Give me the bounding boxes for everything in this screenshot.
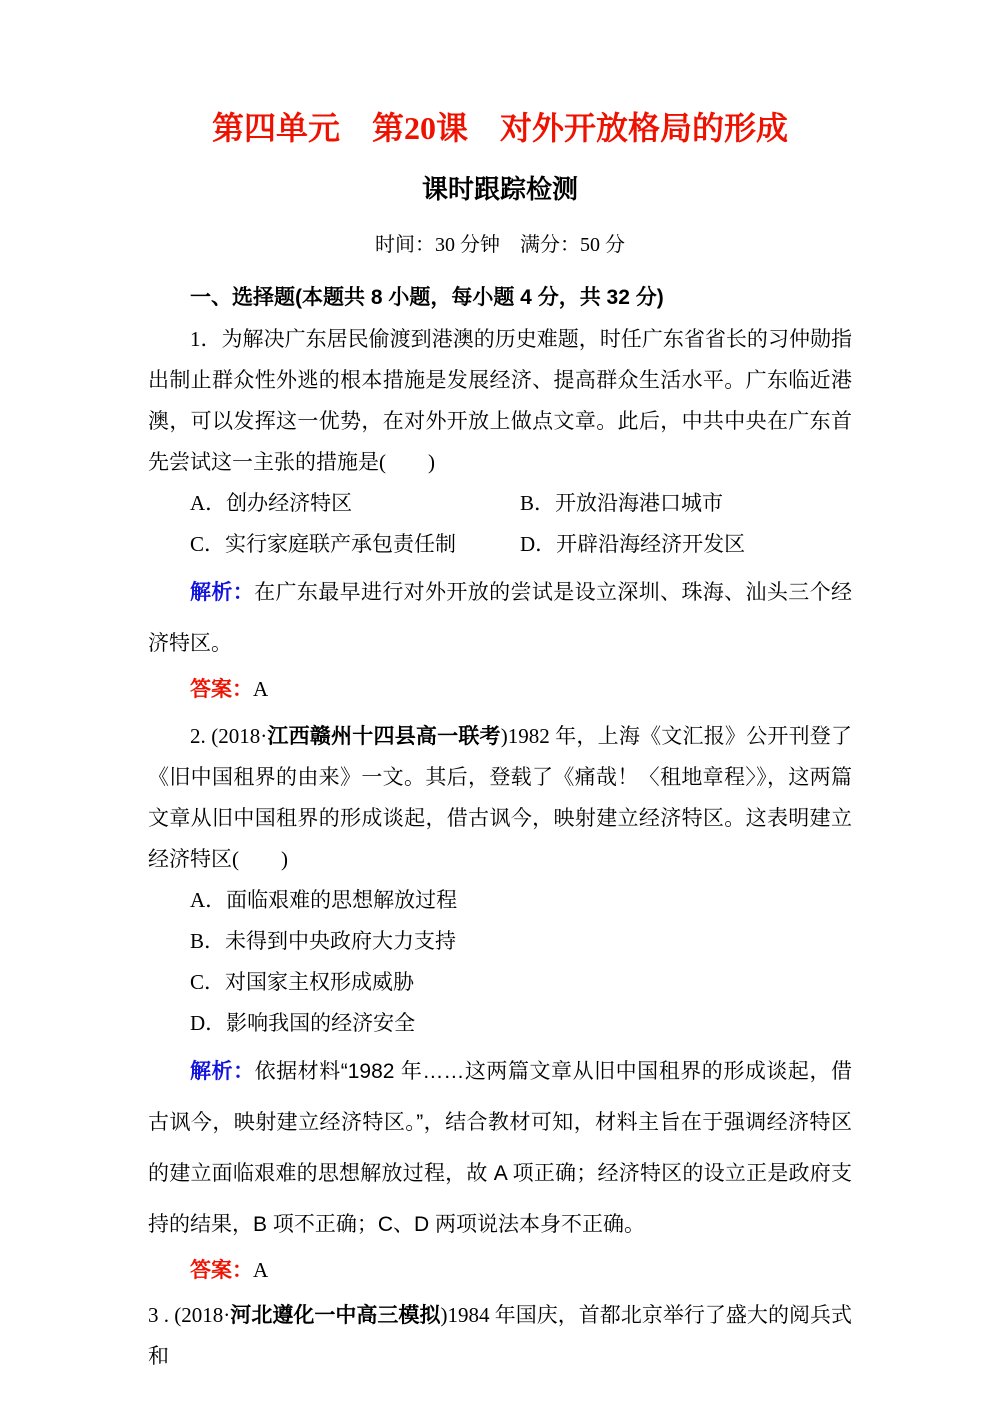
answer-label: 答案： — [190, 1258, 253, 1282]
answer-label: 答案： — [190, 677, 253, 701]
question-3-source: 河北遵化一中高三模拟 — [230, 1303, 441, 1327]
question-3-text-cont: )1984 年国庆，首都北京举行了盛大的阅兵式和 — [148, 1302, 852, 1368]
question-3-stem — [148, 1295, 852, 1377]
question-1-analysis — [148, 567, 852, 669]
page-title: 第四单元 第20课 对外开放格局的形成 — [211, 110, 788, 146]
question-2-option-a: A．面临艰难的思想解放过程 — [190, 887, 458, 912]
question-2-option-b: B．未得到中央政府大力支持 — [190, 928, 457, 953]
question-1-option-d: D．开辟沿海经济开发区 — [520, 531, 746, 556]
question-1-option-a: A．创办经济特区 — [190, 490, 353, 515]
analysis-label: 解析： — [190, 1059, 255, 1083]
question-3-text: 3 . (2018· — [148, 1302, 231, 1327]
exam-info: 时间：30 分钟 满分：50 分 — [375, 233, 625, 256]
analysis-label: 解析： — [190, 580, 255, 604]
question-2-stem — [148, 716, 852, 880]
question-1-option-b: B．开放沿海港口城市 — [520, 490, 724, 515]
section-heading: 一、选择题(本题共 8 小题，每小题 4 分，共 32 分) — [190, 285, 664, 309]
question-1-option-c: C．实行家庭联产承包责任制 — [190, 531, 457, 556]
page-subtitle: 课时跟踪检测 — [421, 173, 578, 204]
question-1-answer-value: A — [253, 676, 269, 701]
question-2-analysis — [148, 1046, 852, 1250]
question-2-option-d: D．影响我国的经济安全 — [190, 1010, 416, 1035]
question-2-options — [148, 880, 852, 1044]
question-1-analysis-text: 在广东最早进行对外开放的尝试是设立深圳、珠海、汕头三个经济特区。 — [148, 580, 853, 655]
question-2-source: 江西赣州十四县高一联考 — [267, 724, 501, 748]
question-2-answer — [148, 1250, 852, 1291]
question-2-option-c: C．对国家主权形成威胁 — [190, 969, 415, 994]
question-1-answer — [148, 669, 852, 710]
question-1-text: 1．为解决广东居民偷渡到港澳的历史难题，时任广东省省长的习仲勋指出制止群众性外逃的根本措施是发展经济、提高群众生活水平。广东临近港澳，可以发挥这一优势，在对外开放上做点文章。此后，中共中央在广东首先尝试这一主张的措施是( ) — [148, 326, 852, 474]
question-1-options — [148, 483, 852, 565]
question-2-text: 2. (2018· — [190, 723, 268, 748]
question-1-stem — [148, 319, 852, 483]
question-2-analysis-text: 依据材料“1982 年……这两篇文章从旧中国租界的形成谈起，借古讽今，映射建立经济特区。”，结合教材可知，材料主旨在于强调经济特区的建立面临艰难的思想解放过程，故 A 项正确；经济特区的设立正是政府支持的结果，B 项不正确；C、D 两项说法本身不正确。 — [148, 1059, 852, 1236]
question-2-text-cont: )1982 年，上海《文汇报》公开刊登了《旧中国租界的由来》一文。其后，登载了《痛哉！〈租地章程〉》，这两篇文章从旧中国租界的形成谈起，借古讽今，映射建立经济特区。这表明建立经济特区( ) — [148, 723, 852, 871]
question-2-answer-value: A — [253, 1257, 269, 1282]
